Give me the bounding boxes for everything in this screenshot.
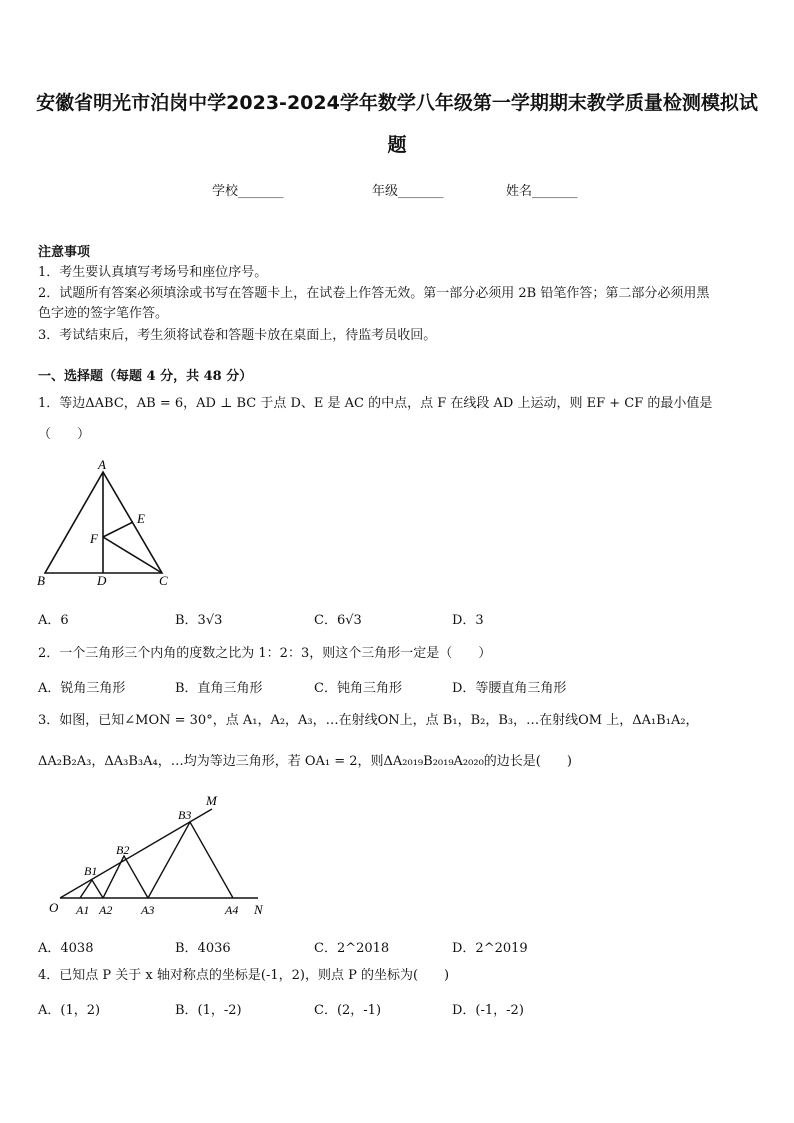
q3-stem-line1: 3．如图，已知∠MON = 30°，点 A₁，A₂，A₃，…在射线ON上，点 B₁，B₂，B₃，…在射线OM 上，ΔA₁B₁A₂， <box>38 713 699 728</box>
q2-option-c: C．钝角三角形 <box>314 681 402 696</box>
q1-stem-line1: 1．等边ΔABC，AB = 6，AD ⊥ BC 于点 D、E 是 AC 的中点，点 F 在线段 AD 上运动，则 EF + CF 的最小值是 <box>38 396 713 411</box>
label-o: O <box>49 900 59 915</box>
q1-stem-line2: （ ） <box>38 427 91 442</box>
label-e: E <box>137 511 145 526</box>
school-field: 学校_______ <box>212 184 284 199</box>
notice-item: 色字迹的签字笔作答。 <box>38 306 169 321</box>
q3-stem-line2: ΔA₂B₂A₃，ΔA₃B₃A₄，…均为等边三角形，若 OA₁ = 2，则ΔA₂₀₁₉B₂₀₁₉A₂₀₂₀的边长是( ) <box>38 754 572 769</box>
q1-option-d: D．3 <box>452 613 484 628</box>
q4-stem: 4．已知点 P 关于 x 轴对称点的坐标是(-1，2)，则点 P 的坐标为( ) <box>38 968 450 983</box>
q3-option-c: C．2^2018 <box>314 941 390 956</box>
label-f: F <box>90 531 98 546</box>
q3-option-a: A．4038 <box>38 941 94 956</box>
label-b3: B3 <box>178 808 192 822</box>
q1-triangle-figure <box>30 455 190 590</box>
label-c: C <box>159 573 168 588</box>
label-a1: A1 <box>76 903 90 917</box>
label-a4: A4 <box>225 903 239 917</box>
exam-title-line2: 题 <box>387 134 407 156</box>
label-a2: A2 <box>99 903 113 917</box>
label-m: M <box>206 793 217 808</box>
q1-option-a: A．6 <box>38 613 69 628</box>
q4-option-a: A．(1，2) <box>38 1003 101 1018</box>
label-b2: B2 <box>116 843 130 857</box>
label-d: D <box>97 573 107 588</box>
q4-option-b: B．(1，-2) <box>175 1003 242 1018</box>
triangle-a2b2a3 <box>103 856 148 898</box>
q2-option-a: A．锐角三角形 <box>38 681 126 696</box>
exam-title-line1: 安徽省明光市泊岗中学2023-2024学年数学八年级第一学期期末教学质量检测模拟试 <box>36 92 758 114</box>
q2-option-b: B．直角三角形 <box>175 681 263 696</box>
triangle-a3b3a4 <box>148 822 233 898</box>
label-n: N <box>254 902 263 917</box>
triangle-a1b1a2 <box>80 880 103 898</box>
q1-option-b: B．3√3 <box>175 613 223 628</box>
segment-fc <box>103 537 162 573</box>
label-a3: A3 <box>141 903 155 917</box>
section-heading: 一、选择题（每题 4 分，共 48 分） <box>38 369 253 384</box>
q4-option-d: D．(-1，-2) <box>452 1003 524 1018</box>
label-b: B <box>37 573 45 588</box>
grade-field: 年级_______ <box>372 184 444 199</box>
label-a: A <box>98 457 106 472</box>
notice-item: 3．考试结束后，考生须将试卷和答题卡放在桌面上，待监考员收回。 <box>38 328 437 343</box>
q4-option-c: C．(2，-1) <box>314 1003 382 1018</box>
label-b1: B1 <box>84 864 98 878</box>
notice-item: 2．试题所有答案必须填涂或书写在答题卡上，在试卷上作答无效。第一部分必须用 2B 铅笔作答；第二部分必须用黑 <box>38 286 710 301</box>
q2-stem: 2．一个三角形三个内角的度数之比为 1：2：3，则这个三角形一定是（ ） <box>38 646 492 661</box>
notice-item: 1．考生要认真填写考场号和座位序号。 <box>38 265 268 280</box>
q1-option-c: C．6√3 <box>314 613 362 628</box>
name-field: 姓名_______ <box>506 184 578 199</box>
q3-option-d: D．2^2019 <box>452 941 528 956</box>
q3-option-b: B．4036 <box>175 941 231 956</box>
notice-heading: 注意事项 <box>38 245 91 260</box>
q2-option-d: D．等腰直角三角形 <box>452 681 567 696</box>
segment-fe <box>103 522 133 537</box>
q3-triangles-figure <box>40 790 280 925</box>
